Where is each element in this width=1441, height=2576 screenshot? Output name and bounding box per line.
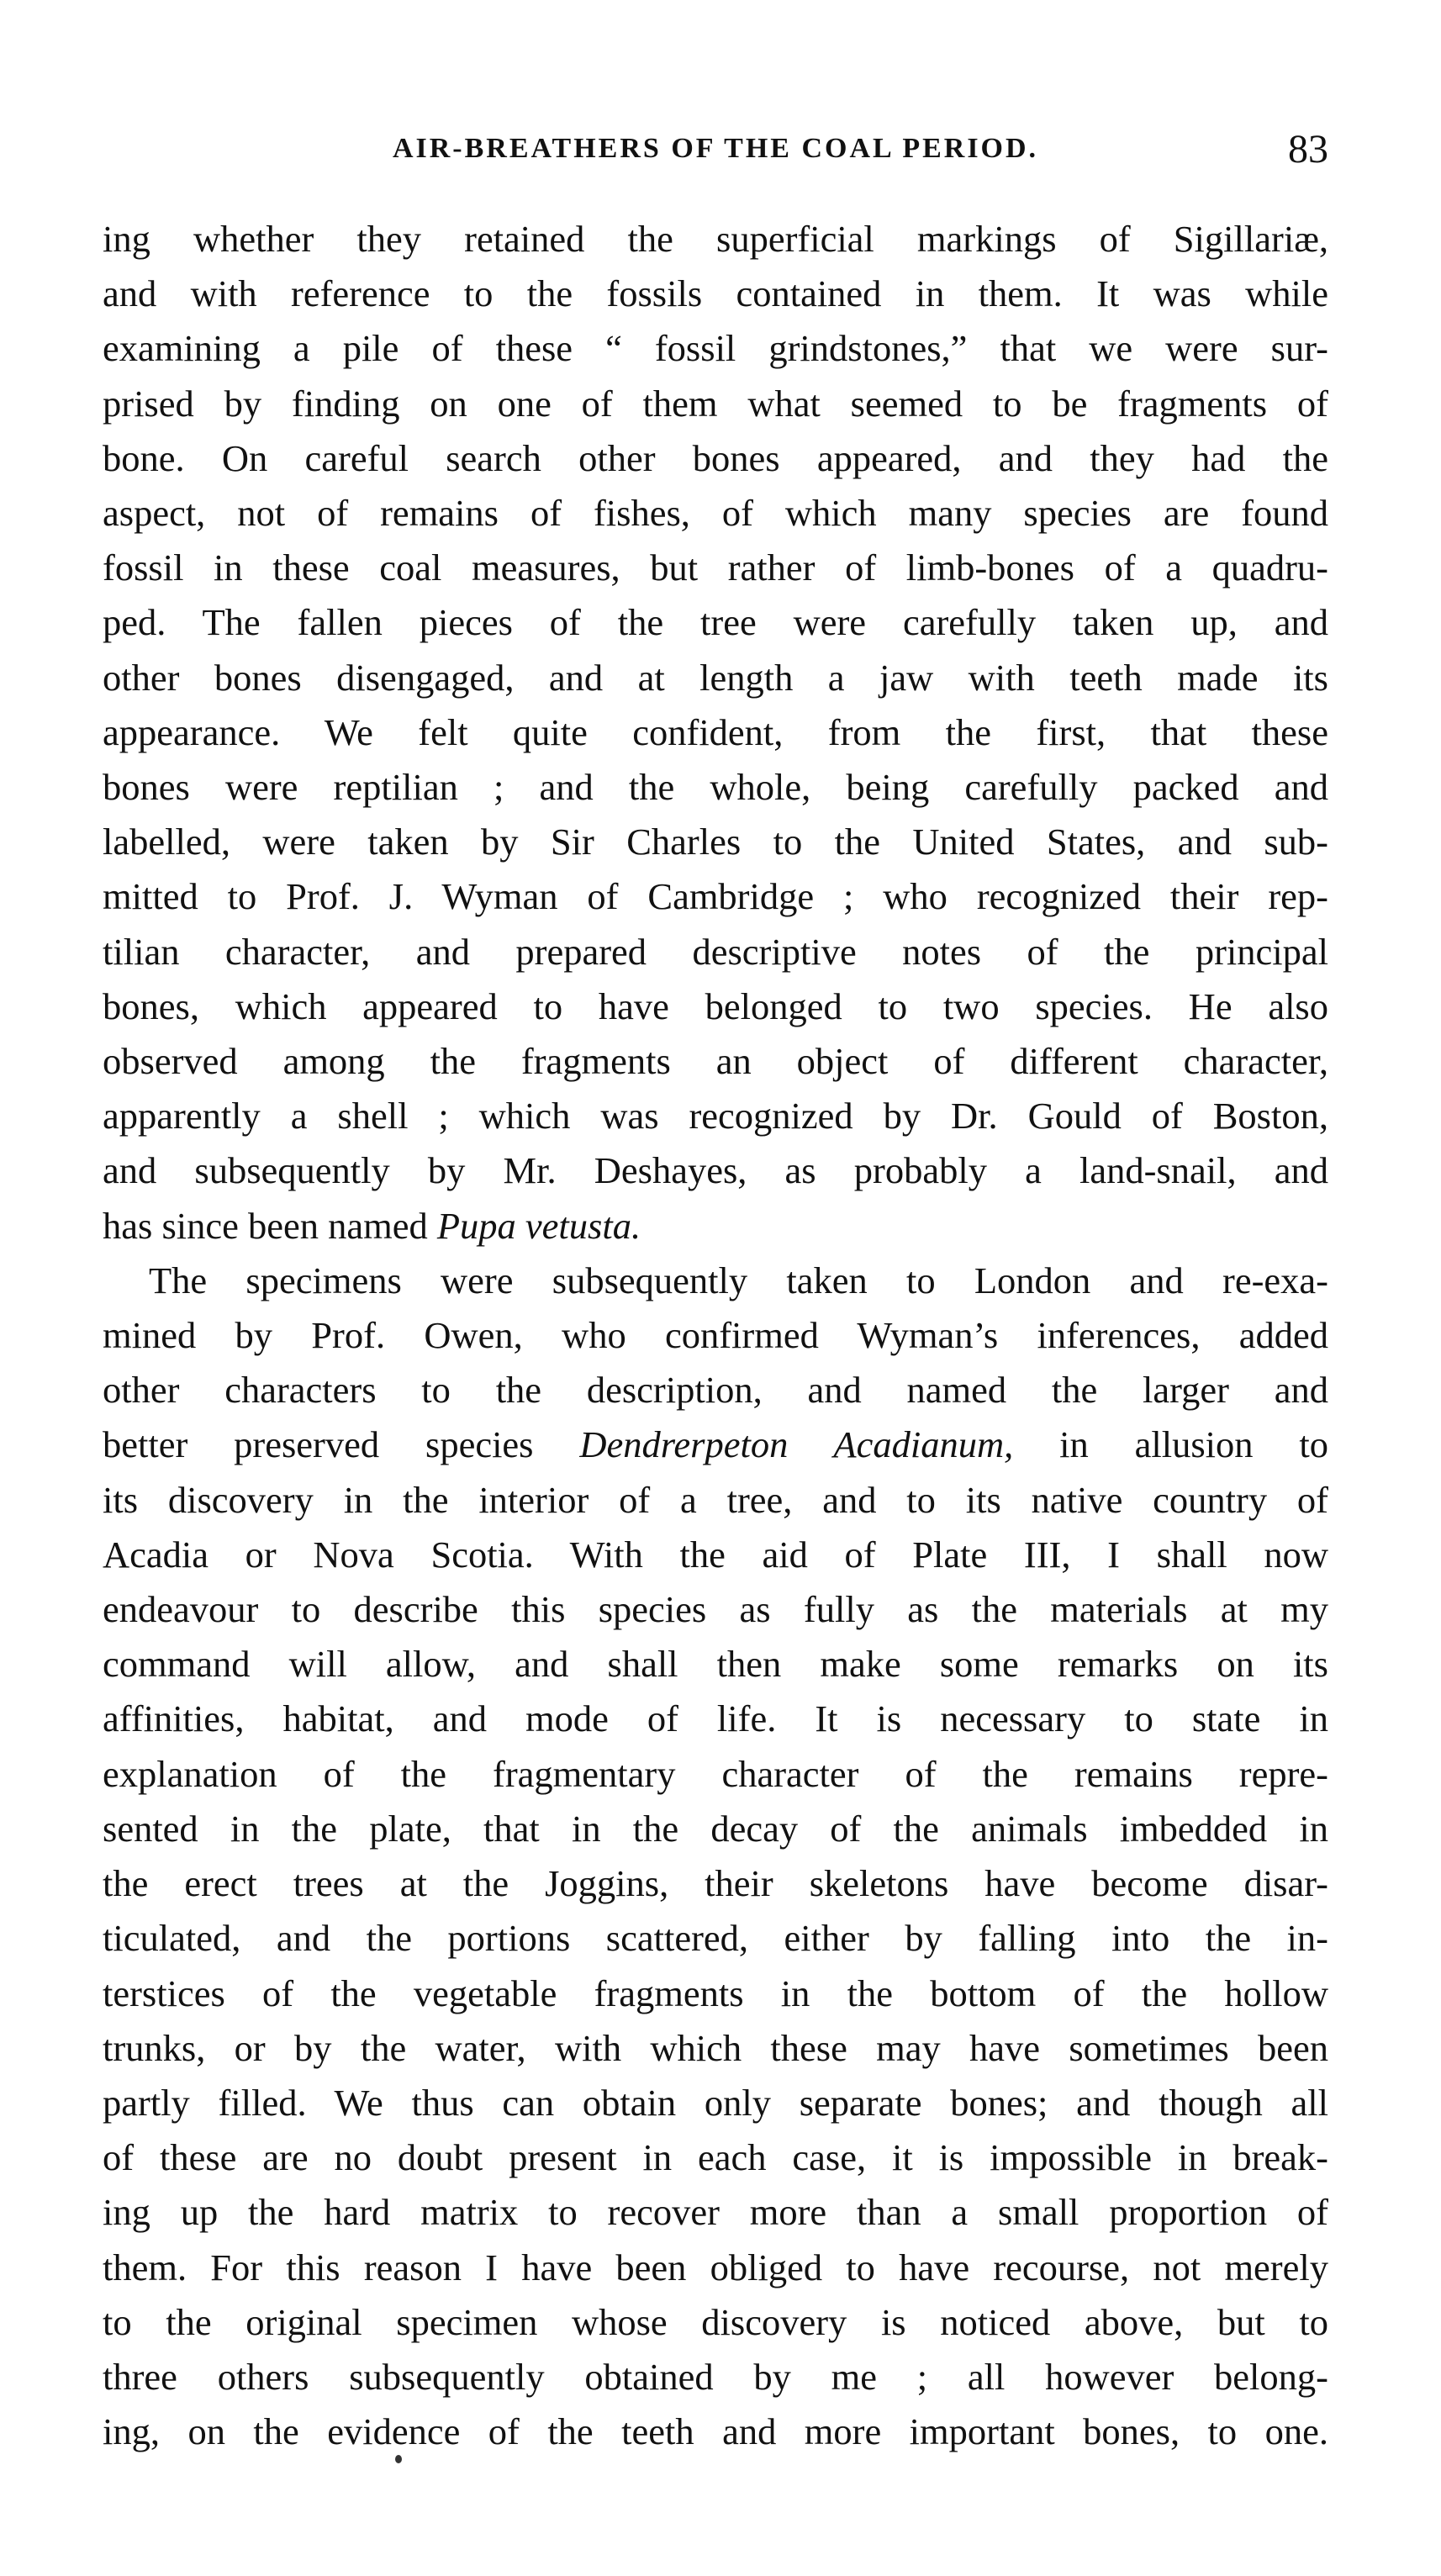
text-line: mitted to Prof. J. Wyman of Cambridge ; who recognized their rep-	[103, 875, 1328, 918]
text-line: and subsequently by Mr. Deshayes, as probably a land-snail, and	[103, 1149, 1328, 1192]
text-line: ing whether they retained the superficial markings of Sigillariæ,	[103, 218, 1328, 260]
text-line: observed among the fragments an object of different character,	[103, 1040, 1328, 1083]
text-line: its discovery in the interior of a tree, and to its native country of	[103, 1478, 1328, 1521]
text-line: to the original specimen whose discovery is noticed above, but to	[103, 2300, 1328, 2343]
paragraph-1	[103, 212, 1328, 1254]
text-line: other bones disengaged, and at length a jaw with teeth made its	[103, 656, 1328, 699]
text-line: other characters to the description, and named the larger and	[103, 1369, 1328, 1412]
ink-speck	[395, 2455, 402, 2463]
text-line: the erect trees at the Joggins, their skeletons have become disar-	[103, 1862, 1328, 1905]
text-line: trunks, or by the water, with which these may have sometimes been	[103, 2026, 1328, 2069]
text-line: fossil in these coal measures, but rather of limb-bones of a quadru-	[103, 546, 1328, 589]
text-line: ing up the hard matrix to recover more than a small proportion of	[103, 2191, 1328, 2234]
text-line: ing, on the evidence of the teeth and more important bones, to one.	[103, 2410, 1328, 2453]
text-line: sented in the plate, that in the decay of the animals imbedded in	[103, 1807, 1328, 1850]
text-segment: in allusion to	[1013, 1423, 1328, 1466]
text-line: labelled, were taken by Sir Charles to the United States, and sub-	[103, 821, 1328, 863]
page-number: 83	[1288, 127, 1328, 172]
species-name: Pupa vetusta.	[436, 1204, 641, 1247]
text-line: appearance. We felt quite confident, from the first, that these	[103, 710, 1328, 753]
text-line: of these are no doubt present in each case, it is impossible in break-	[103, 2136, 1328, 2179]
text-line: affinities, habitat, and mode of life. It is necessary to state in	[103, 1697, 1328, 1740]
text-line: endeavour to describe this species as fully as the materials at my	[103, 1588, 1328, 1631]
text-segment: has since been named	[103, 1204, 437, 1247]
paragraph-2	[103, 1254, 1328, 2459]
text-line: examining a pile of these “ fossil grindstones,” that we were sur-	[103, 327, 1328, 370]
text-line: mined by Prof. Owen, who confirmed Wyman’s inferences, added	[103, 1314, 1328, 1357]
text-line	[103, 1417, 1328, 1472]
text-line: prised by finding on one of them what seemed to be fragments of	[103, 382, 1328, 425]
text-line: The specimens were subsequently taken to London and re-exa-	[149, 1259, 1328, 1301]
text-line: command will allow, and shall then make some remarks on its	[103, 1643, 1328, 1686]
text-line: terstices of the vegetable fragments in the bottom of the hollow	[103, 1972, 1328, 2014]
text-segment: better preserved species	[103, 1423, 580, 1466]
text-line: and with reference to the fossils contained in them. It was while	[103, 272, 1328, 315]
text-line: partly filled. We thus can obtain only separate bones; and though all	[103, 2081, 1328, 2124]
text-line: three others subsequently obtained by me ; all however belong-	[103, 2355, 1328, 2398]
text-line	[103, 1199, 1328, 1254]
text-line: Acadia or Nova Scotia. With the aid of Plate III, I shall now	[103, 1533, 1328, 1576]
text-line: bones were reptilian ; and the whole, being carefully packed and	[103, 766, 1328, 809]
text-line: tilian character, and prepared descriptive notes of the principal	[103, 930, 1328, 973]
text-line: aspect, not of remains of fishes, of which many species are found	[103, 492, 1328, 535]
text-line: ped. The fallen pieces of the tree were carefully taken up, and	[103, 601, 1328, 644]
text-line: bones, which appeared to have belonged to two species. He also	[103, 984, 1328, 1027]
species-name: Dendrerpeton Acadianum,	[579, 1423, 1014, 1466]
text-line: apparently a shell ; which was recognized by Dr. Gould of Boston,	[103, 1095, 1328, 1138]
text-line: ticulated, and the portions scattered, either by falling into the in-	[103, 1917, 1328, 1960]
running-title: AIR-BREATHERS OF THE COAL PERIOD.	[392, 133, 1039, 164]
text-line: them. For this reason I have been obliged to have recourse, not merely	[103, 2246, 1328, 2288]
running-head	[103, 126, 1328, 177]
text-line: bone. On careful search other bones appeared, and they had the	[103, 436, 1328, 479]
text-line: explanation of the fragmentary character of the remains repre-	[103, 1752, 1328, 1795]
body-text	[103, 212, 1328, 2459]
